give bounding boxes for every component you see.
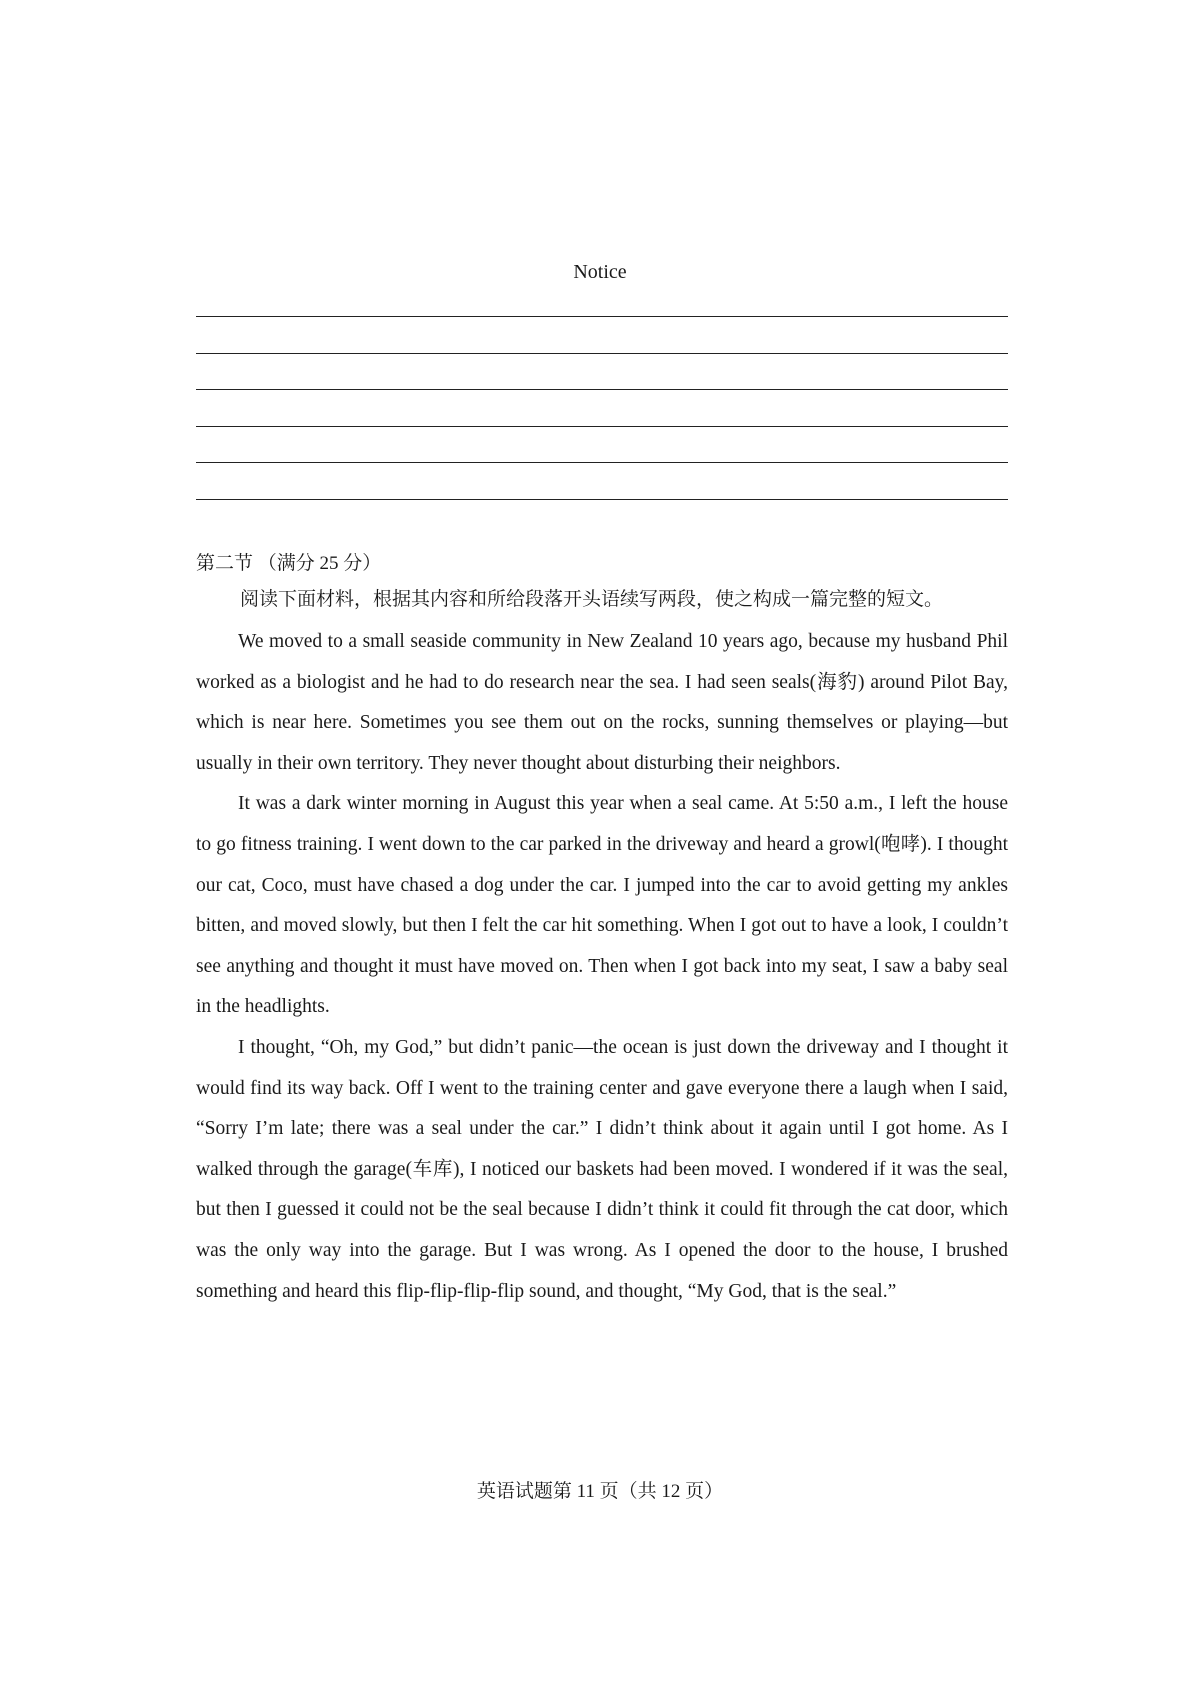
writing-line bbox=[196, 354, 1008, 391]
writing-line bbox=[196, 317, 1008, 354]
passage-paragraph-3: I thought, “Oh, my God,” but didn’t panic—the ocean is just down the driveway and I thought it would find its way back. Off I went to the training center and gave everyone there a laugh when I said, “Sorry I’m late; there was a seal under the car.” I didn’t think about it again until I got home. As I walked through the garage(车库), I noticed our baskets had been moved. I wondered if it was the seal, but then I guessed it could not be the seal because I didn’t think it could fit through the cat door, which was the only way into the garage. But I was wrong. As I opened the door to the house, I brushed something and heard this flip-flip-flip-flip sound, and thought, “My God, that is the seal.” bbox=[196, 1036, 1008, 1302]
notice-title: Notice bbox=[573, 261, 627, 283]
passage-paragraph-2: It was a dark winter morning in August this year when a seal came. At 5:50 a.m., I left the house to go fitness training. I went down to the car parked in the driveway and heard a growl(咆哮). I thought our cat, Coco, must have chased a dog under the car. I jumped into the car to avoid getting my ankles bitten, and moved slowly, but then I felt the car hit something. When I got out to have a look, I couldn’t see anything and thought it must have moved on. Then when I got back into my seat, I saw a baby seal in the headlights. bbox=[196, 793, 1008, 1018]
section-heading: 第二节 （满分 25 分） bbox=[196, 553, 382, 574]
page-footer: 英语试题第 11 页（共 12 页） bbox=[476, 1481, 724, 1502]
passage-paragraph-1: We moved to a small seaside community in New Zealand 10 years ago, because my husband Phil worked as a biologist and he had to do research near the sea. I had seen seals(海豹) around Pilot Bay, which is near here. Sometimes you see them out on the rocks, sunning themselves or playing—but usually in their own territory. They never thought about disturbing their neighbors. bbox=[196, 631, 1008, 774]
writing-line bbox=[196, 463, 1008, 500]
writing-line bbox=[196, 390, 1008, 427]
section-two bbox=[196, 548, 1008, 1312]
answer-writing-lines bbox=[196, 315, 1008, 500]
section-instruction: 阅读下面材料，根据其内容和所给段落开头语续写两段，使之构成一篇完整的短文。 bbox=[240, 589, 944, 610]
writing-line bbox=[196, 427, 1008, 464]
